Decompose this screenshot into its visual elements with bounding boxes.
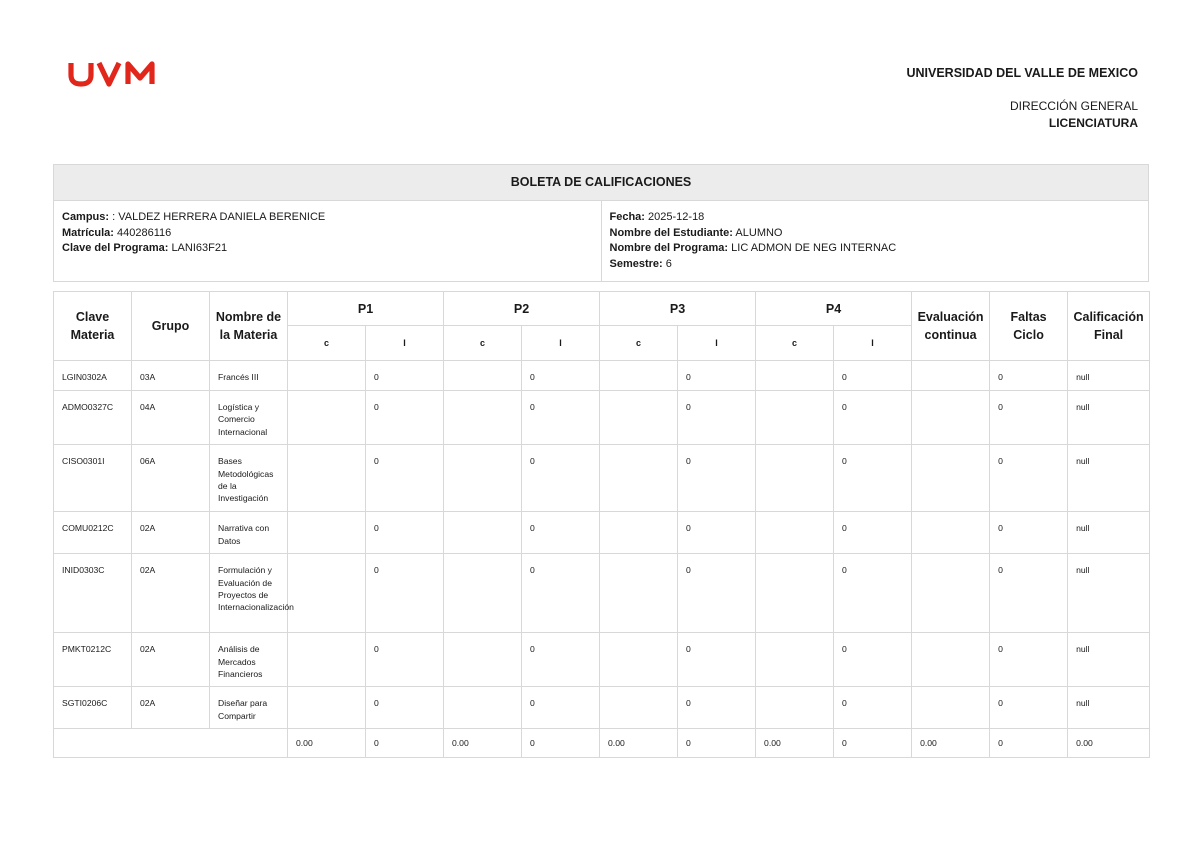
cell-clave: ADMO0327C: [54, 391, 132, 445]
totals-row: [54, 729, 1150, 758]
cell-p3-i: 0: [678, 633, 756, 687]
header-p4-c: c: [756, 326, 834, 361]
matricula-line: Matrícula: 440286116: [62, 226, 172, 239]
table-row: [54, 512, 1150, 554]
cell-clave: LGIN0302A: [54, 361, 132, 391]
cell-p2-c: [444, 687, 522, 729]
cell-p1-i: 0: [366, 687, 444, 729]
cell-p2-c: [444, 633, 522, 687]
cell-p4-i: 0: [834, 361, 912, 391]
cell-nombre: Diseñar para Compartir: [210, 687, 288, 729]
cell-p3-i: 0: [678, 554, 756, 633]
cell-p2-i: 0: [522, 633, 600, 687]
cell-p1-c: [288, 512, 366, 554]
cell-p3-i: 0: [678, 512, 756, 554]
cell-p4-c: [756, 512, 834, 554]
cell-p2-c: [444, 512, 522, 554]
cell-p1-c: [288, 361, 366, 391]
cell-p3-i: 0: [678, 361, 756, 391]
level-label: LICENCIATURA: [1048, 116, 1138, 130]
cell-clave: COMU0212C: [54, 512, 132, 554]
cell-faltas: 0: [990, 361, 1068, 391]
cell-p2-i: 0: [522, 512, 600, 554]
semestre-line: Semestre: 6: [609, 257, 672, 270]
header-p1-i: I: [366, 326, 444, 361]
nombre-estudiante-line: Nombre del Estudiante: ALUMNO: [609, 226, 783, 239]
header-p3-i: I: [678, 326, 756, 361]
cell-faltas: 0: [990, 512, 1068, 554]
table-row: [54, 554, 1150, 633]
header-p4: P4: [756, 292, 912, 326]
cell-p1-i: 0: [366, 633, 444, 687]
cell-p2-i: 0: [522, 687, 600, 729]
cell-evaluacion: [912, 633, 990, 687]
cell-p3-c: [600, 633, 678, 687]
table-row: [54, 687, 1150, 729]
semestre-value: 6: [665, 257, 672, 270]
cell-final: null: [1068, 391, 1150, 445]
cell-p2-i: 0: [522, 391, 600, 445]
total-p3-c: 0.00: [600, 729, 678, 758]
campus-line: Campus: : VALDEZ HERRERA DANIELA BERENICE: [62, 211, 326, 223]
clave-programa-line: Clave del Programa: LANI63F21: [62, 242, 228, 254]
nombre-programa-line: Nombre del Programa: LIC ADMON DE NEG INTERNAC: [609, 242, 897, 254]
cell-evaluacion: [912, 391, 990, 445]
cell-p2-c: [444, 361, 522, 391]
matricula-value: 440286116: [117, 226, 172, 239]
cell-p4-c: [756, 445, 834, 512]
cell-nombre: Logística y Comercio Internacional: [210, 391, 288, 445]
cell-evaluacion: [912, 687, 990, 729]
cell-p3-i: 0: [678, 391, 756, 445]
cell-p1-c: [288, 687, 366, 729]
cell-p1-i: 0: [366, 554, 444, 633]
cell-evaluacion: [912, 512, 990, 554]
cell-nombre: Bases Metodológicas de la Investigación: [210, 445, 288, 512]
header-evaluacion-continua: Evaluación continua: [912, 292, 990, 361]
header-grupo: Grupo: [132, 292, 210, 361]
cell-final: null: [1068, 687, 1150, 729]
cell-p2-c: [444, 391, 522, 445]
student-info-panel: [53, 164, 1149, 282]
cell-grupo: 02A: [132, 687, 210, 729]
total-faltas: 0: [990, 729, 1068, 758]
cell-p3-i: 0: [678, 445, 756, 512]
fecha-line: Fecha: 2025-12-18: [609, 211, 705, 223]
header-p4-i: I: [834, 326, 912, 361]
cell-p4-i: 0: [834, 391, 912, 445]
cell-p4-c: [756, 687, 834, 729]
grades-table: [53, 291, 1150, 758]
cell-grupo: 02A: [132, 633, 210, 687]
cell-grupo: 04A: [132, 391, 210, 445]
table-row: [54, 391, 1150, 445]
header-p3: P3: [600, 292, 756, 326]
cell-nombre: Francés III: [210, 361, 288, 391]
nombre-estudiante-value: ALUMNO: [735, 226, 783, 239]
total-p4-c: 0.00: [756, 729, 834, 758]
cell-faltas: 0: [990, 633, 1068, 687]
cell-grupo: 03A: [132, 361, 210, 391]
cell-faltas: 0: [990, 687, 1068, 729]
total-final: 0.00: [1068, 729, 1150, 758]
cell-p4-i: 0: [834, 554, 912, 633]
clave-programa-value: LANI63F21: [171, 242, 228, 254]
table-row: [54, 445, 1150, 512]
cell-faltas: 0: [990, 554, 1068, 633]
header-block: [906, 66, 1138, 130]
info-right-column: [601, 201, 1149, 281]
cell-nombre: Análisis de Mercados Financieros: [210, 633, 288, 687]
header-faltas-ciclo: Faltas Ciclo: [990, 292, 1068, 361]
cell-p4-c: [756, 554, 834, 633]
cell-p2-i: 0: [522, 445, 600, 512]
cell-p1-c: [288, 445, 366, 512]
cell-clave: PMKT0212C: [54, 633, 132, 687]
cell-p1-i: 0: [366, 512, 444, 554]
cell-p3-c: [600, 687, 678, 729]
total-p1-c: 0.00: [288, 729, 366, 758]
total-p2-i: 0: [522, 729, 600, 758]
header-p1-c: c: [288, 326, 366, 361]
header-nombre-materia: Nombre de la Materia: [210, 292, 288, 361]
direction-label: DIRECCIÓN GENERAL: [1009, 99, 1138, 113]
cell-grupo: 02A: [132, 512, 210, 554]
cell-p4-c: [756, 633, 834, 687]
cell-p4-i: 0: [834, 445, 912, 512]
report-title: BOLETA DE CALIFICACIONES: [54, 165, 1148, 201]
cell-p3-c: [600, 391, 678, 445]
total-p4-i: 0: [834, 729, 912, 758]
table-row: [54, 633, 1150, 687]
total-p3-i: 0: [678, 729, 756, 758]
cell-evaluacion: [912, 554, 990, 633]
cell-nombre: Formulación y Evaluación de Proyectos de Internacionalización: [210, 554, 288, 633]
cell-faltas: 0: [990, 391, 1068, 445]
cell-clave: INID0303C: [54, 554, 132, 633]
cell-p4-i: 0: [834, 633, 912, 687]
cell-p3-i: 0: [678, 687, 756, 729]
cell-final: null: [1068, 633, 1150, 687]
cell-nombre: Narrativa con Datos: [210, 512, 288, 554]
cell-p2-c: [444, 554, 522, 633]
total-evaluacion: 0.00: [912, 729, 990, 758]
cell-p4-c: [756, 361, 834, 391]
header-p2: P2: [444, 292, 600, 326]
header-p2-i: I: [522, 326, 600, 361]
cell-p2-i: 0: [522, 554, 600, 633]
cell-p1-c: [288, 633, 366, 687]
cell-faltas: 0: [990, 445, 1068, 512]
cell-p2-c: [444, 445, 522, 512]
cell-p4-i: 0: [834, 512, 912, 554]
cell-p4-c: [756, 391, 834, 445]
cell-p2-i: 0: [522, 361, 600, 391]
cell-final: null: [1068, 554, 1150, 633]
cell-p3-c: [600, 554, 678, 633]
cell-final: null: [1068, 445, 1150, 512]
cell-p3-c: [600, 361, 678, 391]
cell-p3-c: [600, 512, 678, 554]
fecha-value: 2025-12-18: [648, 211, 705, 223]
header-p1: P1: [288, 292, 444, 326]
cell-grupo: 06A: [132, 445, 210, 512]
uvm-logo-mark: [68, 56, 160, 90]
cell-final: null: [1068, 361, 1150, 391]
cell-p3-c: [600, 445, 678, 512]
cell-clave: CISO0301I: [54, 445, 132, 512]
cell-final: null: [1068, 512, 1150, 554]
university-name: UNIVERSIDAD DEL VALLE DE MEXICO: [906, 66, 1138, 80]
table-row: [54, 361, 1150, 391]
cell-p1-i: 0: [366, 445, 444, 512]
campus-value: : VALDEZ HERRERA DANIELA BERENICE: [112, 211, 326, 223]
cell-p4-i: 0: [834, 687, 912, 729]
cell-evaluacion: [912, 361, 990, 391]
cell-grupo: 02A: [132, 554, 210, 633]
totals-label-cell: [54, 729, 288, 758]
cell-p1-i: 0: [366, 391, 444, 445]
total-p1-i: 0: [366, 729, 444, 758]
header-clave-materia: Clave Materia: [54, 292, 132, 361]
info-left-column: [54, 201, 601, 281]
cell-p1-i: 0: [366, 361, 444, 391]
cell-p1-c: [288, 391, 366, 445]
header-p3-c: c: [600, 326, 678, 361]
cell-p1-c: [288, 554, 366, 633]
cell-clave: SGTI0206C: [54, 687, 132, 729]
nombre-programa-value: LIC ADMON DE NEG INTERNAC: [731, 242, 897, 254]
total-p2-c: 0.00: [444, 729, 522, 758]
header-calificacion-final: Calificación Final: [1068, 292, 1150, 361]
header-p2-c: c: [444, 326, 522, 361]
cell-evaluacion: [912, 445, 990, 512]
uvm-logo: [68, 56, 160, 90]
